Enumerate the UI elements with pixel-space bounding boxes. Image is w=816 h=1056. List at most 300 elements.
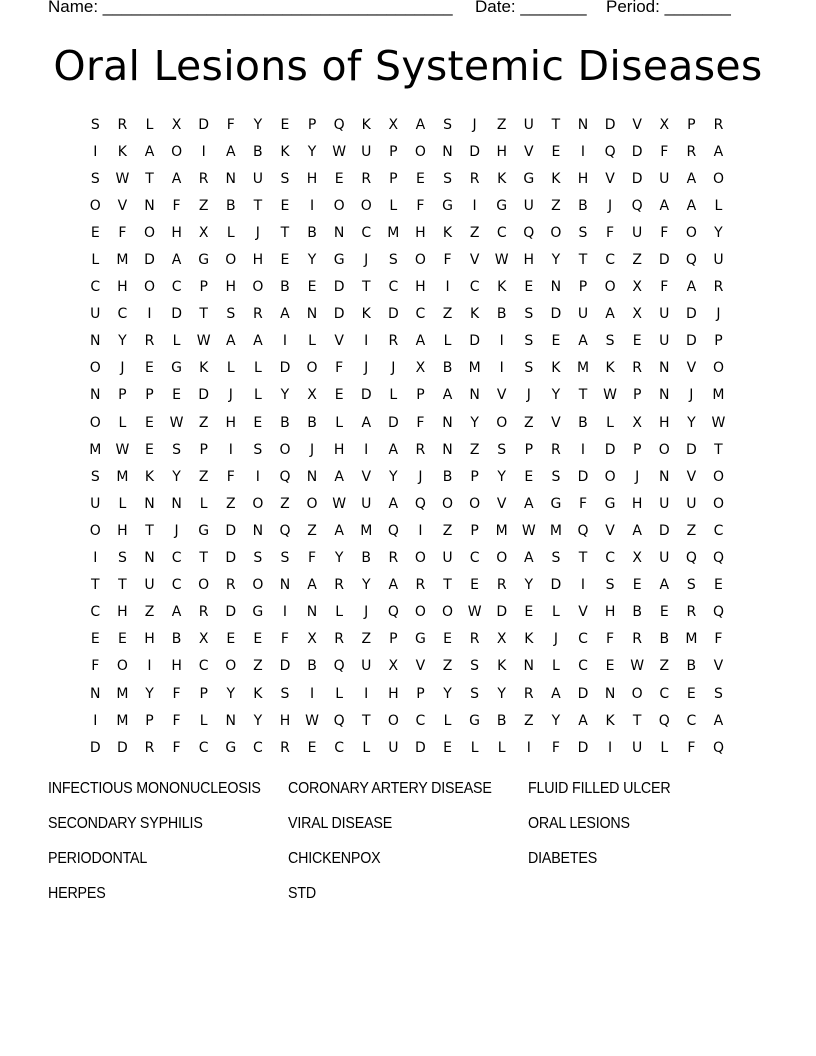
grid-letter[interactable]: M — [549, 522, 563, 539]
grid-letter[interactable]: Z — [469, 441, 480, 458]
grid-letter[interactable]: C — [171, 550, 182, 567]
grid-letter[interactable]: F — [714, 631, 723, 648]
grid-letter[interactable]: D — [685, 441, 698, 458]
grid-letter[interactable]: E — [632, 577, 643, 594]
grid-letter[interactable]: Z — [632, 252, 643, 269]
grid-letter[interactable]: U — [252, 170, 264, 187]
grid-letter[interactable]: Q — [685, 252, 698, 269]
grid-letter[interactable]: E — [659, 604, 670, 621]
grid-letter[interactable]: R — [252, 306, 264, 323]
grid-letter[interactable]: D — [577, 739, 589, 756]
grid-letter[interactable]: R — [415, 577, 426, 594]
grid-letter[interactable]: L — [91, 252, 100, 269]
grid-letter[interactable]: C — [252, 739, 264, 756]
grid-letter[interactable]: R — [632, 631, 643, 648]
grid-letter[interactable]: C — [578, 631, 589, 648]
grid-letter[interactable]: Q — [658, 712, 671, 729]
grid-letter[interactable]: O — [171, 143, 183, 160]
grid-letter[interactable]: D — [604, 116, 616, 133]
grid-letter[interactable]: N — [90, 685, 102, 702]
grid-letter[interactable]: O — [604, 468, 617, 485]
grid-letter[interactable]: Y — [551, 387, 561, 404]
grid-letter[interactable]: B — [253, 143, 264, 160]
grid-letter[interactable]: A — [632, 522, 643, 539]
grid-letter[interactable]: J — [255, 224, 261, 241]
grid-letter[interactable]: H — [388, 685, 400, 702]
grid-letter[interactable]: O — [279, 441, 291, 458]
grid-letter[interactable]: E — [334, 387, 345, 404]
word-search-grid[interactable] — [82, 111, 732, 761]
grid-letter[interactable]: O — [414, 550, 427, 567]
grid-letter[interactable]: D — [198, 387, 210, 404]
grid-letter[interactable]: T — [578, 387, 588, 404]
grid-letter[interactable]: V — [334, 333, 345, 350]
grid-letter[interactable]: O — [360, 197, 373, 214]
grid-letter[interactable]: U — [90, 306, 101, 323]
grid-letter[interactable]: I — [499, 333, 505, 350]
grid-letter[interactable]: Y — [687, 414, 697, 431]
grid-letter[interactable]: A — [659, 197, 670, 214]
grid-letter[interactable]: E — [280, 116, 290, 133]
grid-letter[interactable]: F — [578, 495, 588, 512]
grid-letter[interactable]: L — [362, 739, 371, 756]
grid-letter[interactable]: R — [225, 577, 237, 594]
grid-letter[interactable]: E — [524, 468, 534, 485]
grid-letter[interactable]: L — [226, 360, 236, 377]
grid-letter[interactable]: W — [332, 495, 347, 512]
grid-letter[interactable]: Y — [497, 468, 507, 485]
grid-letter[interactable]: Y — [551, 712, 561, 729]
grid-letter[interactable]: N — [144, 197, 156, 214]
grid-letter[interactable]: M — [116, 685, 129, 702]
grid-letter[interactable]: Z — [496, 116, 507, 133]
grid-letter[interactable]: L — [118, 414, 127, 431]
grid-letter[interactable]: J — [364, 604, 369, 621]
grid-letter[interactable]: W — [630, 658, 645, 675]
grid-letter[interactable]: G — [414, 631, 427, 648]
grid-letter[interactable]: A — [415, 116, 426, 133]
grid-letter[interactable]: O — [252, 495, 264, 512]
grid-letter[interactable]: H — [171, 224, 183, 241]
grid-letter[interactable]: H — [577, 170, 589, 187]
grid-letter[interactable]: L — [714, 197, 723, 214]
grid-letter[interactable]: D — [144, 252, 156, 269]
grid-letter[interactable]: D — [225, 522, 237, 539]
grid-letter[interactable]: F — [551, 739, 561, 756]
grid-letter[interactable]: Q — [523, 224, 535, 241]
grid-letter[interactable]: N — [144, 495, 156, 512]
grid-letter[interactable]: S — [443, 170, 453, 187]
grid-letter[interactable]: O — [712, 468, 725, 485]
grid-letter[interactable]: V — [469, 252, 480, 269]
grid-letter[interactable]: B — [280, 414, 291, 431]
grid-letter[interactable]: I — [93, 712, 98, 729]
grid-letter[interactable]: Z — [524, 712, 535, 729]
grid-letter[interactable]: K — [361, 306, 372, 323]
grid-letter[interactable]: O — [89, 414, 102, 431]
grid-letter[interactable]: R — [523, 685, 535, 702]
grid-letter[interactable]: N — [550, 279, 562, 296]
grid-letter[interactable]: S — [470, 685, 480, 702]
grid-letter[interactable]: D — [496, 604, 508, 621]
grid-letter[interactable]: K — [497, 658, 507, 675]
grid-letter[interactable]: Q — [712, 550, 725, 567]
grid-letter[interactable]: B — [307, 224, 318, 241]
grid-letter[interactable]: Y — [226, 685, 236, 702]
grid-letter[interactable]: G — [198, 522, 210, 539]
grid-letter[interactable]: B — [578, 197, 589, 214]
grid-letter[interactable]: I — [445, 279, 451, 296]
grid-letter[interactable]: G — [604, 495, 616, 512]
grid-letter[interactable]: F — [660, 279, 669, 296]
grid-letter[interactable]: A — [144, 143, 155, 160]
grid-letter[interactable]: K — [117, 143, 128, 160]
grid-letter[interactable]: H — [333, 441, 345, 458]
grid-letter[interactable]: O — [89, 197, 102, 214]
grid-letter[interactable]: A — [388, 495, 399, 512]
grid-letter[interactable]: L — [253, 387, 263, 404]
grid-letter[interactable]: V — [524, 143, 535, 160]
grid-letter[interactable]: C — [415, 712, 426, 729]
grid-letter[interactable]: O — [225, 252, 237, 269]
grid-letter[interactable]: J — [391, 360, 396, 377]
grid-letter[interactable]: I — [364, 441, 369, 458]
grid-letter[interactable]: N — [252, 522, 264, 539]
grid-letter[interactable]: O — [89, 360, 102, 377]
grid-letter[interactable]: C — [578, 658, 589, 675]
grid-letter[interactable]: R — [388, 550, 399, 567]
grid-letter[interactable]: M — [712, 387, 725, 404]
grid-letter[interactable]: R — [415, 441, 426, 458]
grid-letter[interactable]: L — [172, 333, 181, 350]
grid-letter[interactable]: P — [470, 522, 480, 539]
grid-letter[interactable]: T — [714, 441, 724, 458]
grid-letter[interactable]: M — [360, 522, 373, 539]
grid-letter[interactable]: L — [497, 739, 507, 756]
grid-letter[interactable]: I — [282, 333, 288, 350]
grid-letter[interactable]: H — [252, 252, 264, 269]
grid-letter[interactable]: P — [118, 387, 128, 404]
grid-letter[interactable]: O — [143, 224, 156, 241]
grid-letter[interactable]: F — [443, 252, 453, 269]
grid-letter[interactable]: Q — [333, 116, 346, 133]
grid-letter[interactable]: E — [524, 604, 534, 621]
grid-letter[interactable]: K — [497, 279, 507, 296]
grid-letter[interactable]: X — [171, 116, 182, 133]
grid-letter[interactable]: E — [280, 197, 290, 214]
grid-letter[interactable]: I — [580, 143, 586, 160]
grid-letter[interactable]: G — [496, 197, 508, 214]
grid-letter[interactable]: I — [93, 550, 98, 567]
grid-letter[interactable]: N — [171, 495, 183, 512]
grid-letter[interactable]: T — [361, 279, 372, 296]
grid-letter[interactable]: H — [496, 143, 508, 160]
grid-letter[interactable]: S — [578, 224, 588, 241]
grid-letter[interactable]: E — [253, 631, 263, 648]
grid-letter[interactable]: P — [145, 712, 155, 729]
grid-letter[interactable]: U — [659, 306, 670, 323]
grid-letter[interactable]: C — [171, 279, 182, 296]
grid-letter[interactable]: X — [388, 658, 399, 675]
grid-letter[interactable]: Z — [198, 414, 209, 431]
grid-letter[interactable]: M — [468, 360, 482, 377]
grid-letter[interactable]: E — [334, 170, 345, 187]
grid-letter[interactable]: F — [172, 739, 182, 756]
grid-letter[interactable]: H — [306, 170, 318, 187]
grid-letter[interactable]: M — [89, 441, 102, 458]
grid-letter[interactable]: A — [307, 577, 318, 594]
grid-letter[interactable]: H — [117, 522, 129, 539]
grid-letter[interactable]: O — [658, 441, 671, 458]
grid-letter[interactable]: I — [418, 522, 423, 539]
grid-letter[interactable]: S — [524, 333, 534, 350]
grid-letter[interactable]: V — [496, 387, 507, 404]
grid-letter[interactable]: A — [225, 333, 237, 350]
grid-letter[interactable]: D — [604, 441, 616, 458]
grid-letter[interactable]: Q — [414, 495, 427, 512]
grid-letter[interactable]: L — [199, 495, 209, 512]
grid-letter[interactable]: K — [442, 224, 453, 241]
grid-letter[interactable]: V — [117, 197, 128, 214]
grid-letter[interactable]: F — [172, 197, 182, 214]
grid-letter[interactable]: A — [524, 550, 535, 567]
grid-letter[interactable]: N — [90, 333, 102, 350]
grid-letter[interactable]: J — [309, 441, 315, 458]
grid-letter[interactable]: U — [659, 550, 670, 567]
grid-letter[interactable]: V — [361, 468, 372, 485]
grid-letter[interactable]: S — [90, 170, 101, 187]
grid-letter[interactable]: E — [415, 170, 426, 187]
grid-letter[interactable]: X — [388, 116, 399, 133]
grid-letter[interactable]: I — [364, 333, 369, 350]
grid-letter[interactable]: S — [280, 685, 290, 702]
grid-letter[interactable]: R — [686, 604, 697, 621]
grid-letter[interactable]: J — [608, 197, 613, 214]
grid-letter[interactable]: R — [198, 170, 210, 187]
grid-letter[interactable]: S — [117, 550, 128, 567]
grid-letter[interactable]: Z — [361, 631, 372, 648]
grid-letter[interactable]: D — [415, 739, 427, 756]
grid-letter[interactable]: U — [361, 658, 372, 675]
grid-letter[interactable]: L — [335, 685, 344, 702]
grid-letter[interactable]: O — [306, 495, 319, 512]
grid-letter[interactable]: E — [117, 631, 128, 648]
grid-letter[interactable]: P — [199, 685, 209, 702]
grid-letter[interactable]: D — [360, 387, 373, 404]
grid-letter[interactable]: A — [253, 333, 264, 350]
grid-letter[interactable]: C — [605, 252, 616, 269]
grid-letter[interactable]: H — [415, 279, 427, 296]
grid-letter[interactable]: C — [415, 306, 426, 323]
grid-letter[interactable]: D — [631, 143, 644, 160]
grid-letter[interactable]: Q — [387, 604, 400, 621]
grid-letter[interactable]: A — [171, 252, 182, 269]
grid-letter[interactable]: L — [470, 739, 480, 756]
grid-letter[interactable]: U — [632, 224, 643, 241]
grid-letter[interactable]: L — [308, 333, 317, 350]
grid-letter[interactable]: O — [89, 522, 102, 539]
grid-letter[interactable]: T — [280, 224, 290, 241]
grid-letter[interactable]: U — [361, 143, 372, 160]
grid-letter[interactable]: W — [332, 143, 347, 160]
grid-letter[interactable]: Z — [469, 224, 480, 241]
grid-letter[interactable]: E — [280, 252, 290, 269]
grid-letter[interactable]: T — [91, 577, 101, 594]
grid-letter[interactable]: D — [469, 143, 481, 160]
grid-letter[interactable]: Y — [280, 387, 290, 404]
grid-letter[interactable]: C — [469, 550, 480, 567]
grid-letter[interactable]: S — [90, 468, 101, 485]
grid-letter[interactable]: S — [280, 170, 290, 187]
grid-letter[interactable]: F — [172, 685, 182, 702]
grid-letter[interactable]: Y — [361, 577, 372, 594]
grid-letter[interactable]: C — [713, 522, 724, 539]
grid-letter[interactable]: D — [333, 279, 346, 296]
grid-letter[interactable]: M — [116, 712, 129, 729]
grid-letter[interactable]: A — [171, 170, 182, 187]
grid-letter[interactable]: B — [686, 658, 697, 675]
grid-letter[interactable]: R — [144, 739, 155, 756]
grid-letter[interactable]: V — [496, 495, 507, 512]
grid-letter[interactable]: V — [605, 170, 616, 187]
grid-letter[interactable]: X — [632, 550, 643, 567]
grid-letter[interactable]: P — [578, 279, 588, 296]
grid-letter[interactable]: X — [659, 116, 670, 133]
grid-letter[interactable]: R — [388, 333, 399, 350]
grid-letter[interactable]: O — [442, 495, 454, 512]
grid-letter[interactable]: M — [387, 224, 400, 241]
grid-letter[interactable]: W — [115, 441, 130, 458]
grid-letter[interactable]: S — [388, 252, 399, 269]
grid-letter[interactable]: S — [686, 577, 697, 594]
grid-letter[interactable]: P — [199, 279, 209, 296]
grid-letter[interactable]: S — [280, 550, 290, 567]
grid-letter[interactable]: R — [469, 170, 480, 187]
grid-letter[interactable]: H — [117, 279, 129, 296]
grid-letter[interactable]: W — [603, 387, 618, 404]
grid-letter[interactable]: I — [147, 658, 153, 675]
grid-letter[interactable]: C — [496, 224, 508, 241]
grid-letter[interactable]: I — [309, 197, 315, 214]
grid-letter[interactable]: K — [605, 712, 616, 729]
grid-letter[interactable]: P — [389, 170, 399, 187]
grid-letter[interactable]: F — [226, 468, 236, 485]
grid-letter[interactable]: E — [551, 143, 561, 160]
date-field-label[interactable]: Date: _______ — [475, 0, 587, 16]
grid-letter[interactable]: H — [631, 495, 643, 512]
grid-letter[interactable]: X — [415, 360, 426, 377]
grid-letter[interactable]: S — [605, 577, 616, 594]
grid-letter[interactable]: Q — [685, 550, 698, 567]
grid-letter[interactable]: T — [145, 170, 155, 187]
grid-letter[interactable]: K — [199, 360, 209, 377]
grid-letter[interactable]: I — [364, 685, 369, 702]
grid-letter[interactable]: G — [171, 360, 183, 377]
grid-letter[interactable]: B — [307, 414, 318, 431]
grid-letter[interactable]: Q — [712, 604, 725, 621]
grid-letter[interactable]: E — [226, 631, 236, 648]
grid-letter[interactable]: Z — [442, 522, 453, 539]
grid-letter[interactable]: I — [228, 441, 234, 458]
grid-letter[interactable]: K — [280, 143, 291, 160]
grid-letter[interactable]: H — [659, 414, 671, 431]
grid-letter[interactable]: W — [494, 252, 510, 269]
grid-letter[interactable]: E — [605, 658, 615, 675]
grid-letter[interactable]: N — [442, 414, 454, 431]
grid-letter[interactable]: M — [685, 631, 698, 648]
grid-letter[interactable]: Y — [524, 577, 534, 594]
grid-letter[interactable]: N — [604, 685, 616, 702]
grid-letter[interactable]: O — [414, 143, 427, 160]
grid-letter[interactable]: O — [442, 604, 454, 621]
grid-letter[interactable]: N — [442, 441, 454, 458]
grid-letter[interactable]: A — [388, 577, 399, 594]
grid-letter[interactable]: I — [282, 604, 288, 621]
grid-letter[interactable]: T — [118, 577, 128, 594]
grid-letter[interactable]: I — [608, 739, 613, 756]
grid-letter[interactable]: Y — [253, 116, 263, 133]
grid-letter[interactable]: I — [201, 143, 207, 160]
grid-letter[interactable]: E — [90, 224, 101, 241]
grid-letter[interactable]: V — [686, 360, 697, 377]
grid-letter[interactable]: X — [632, 306, 643, 323]
grid-letter[interactable]: R — [117, 116, 128, 133]
grid-letter[interactable]: J — [364, 252, 369, 269]
grid-letter[interactable]: M — [116, 468, 129, 485]
grid-letter[interactable]: Z — [307, 522, 318, 539]
grid-letter[interactable]: R — [469, 631, 480, 648]
grid-letter[interactable]: W — [305, 712, 320, 729]
grid-letter[interactable]: U — [659, 170, 670, 187]
grid-letter[interactable]: V — [551, 414, 562, 431]
grid-letter[interactable]: Y — [307, 143, 317, 160]
grid-letter[interactable]: R — [551, 441, 562, 458]
grid-letter[interactable]: F — [660, 224, 669, 241]
grid-letter[interactable]: P — [470, 468, 480, 485]
grid-letter[interactable]: H — [604, 604, 616, 621]
grid-letter[interactable]: B — [361, 550, 372, 567]
grid-letter[interactable]: Q — [387, 522, 400, 539]
grid-letter[interactable]: R — [280, 739, 291, 756]
grid-letter[interactable]: Q — [333, 712, 346, 729]
grid-letter[interactable]: B — [171, 631, 182, 648]
grid-letter[interactable]: B — [442, 468, 453, 485]
grid-letter[interactable]: N — [279, 577, 291, 594]
grid-letter[interactable]: N — [659, 387, 670, 404]
grid-letter[interactable]: J — [689, 387, 694, 404]
grid-letter[interactable]: A — [551, 685, 562, 702]
grid-letter[interactable]: L — [253, 360, 263, 377]
grid-letter[interactable]: E — [90, 631, 101, 648]
grid-letter[interactable]: C — [469, 279, 480, 296]
grid-letter[interactable]: X — [198, 631, 209, 648]
grid-letter[interactable]: M — [116, 252, 129, 269]
grid-letter[interactable]: U — [713, 252, 725, 269]
grid-letter[interactable]: N — [442, 143, 454, 160]
grid-letter[interactable]: H — [117, 604, 129, 621]
grid-letter[interactable]: Q — [604, 143, 617, 160]
grid-letter[interactable]: S — [714, 685, 724, 702]
grid-letter[interactable]: E — [307, 279, 317, 296]
grid-letter[interactable]: S — [443, 116, 453, 133]
grid-letter[interactable]: M — [576, 360, 590, 377]
grid-letter[interactable]: D — [685, 333, 698, 350]
grid-letter[interactable]: K — [470, 306, 480, 323]
grid-letter[interactable]: W — [115, 170, 130, 187]
grid-letter[interactable]: Y — [389, 468, 399, 485]
grid-letter[interactable]: C — [117, 306, 128, 323]
grid-letter[interactable]: L — [551, 658, 561, 675]
